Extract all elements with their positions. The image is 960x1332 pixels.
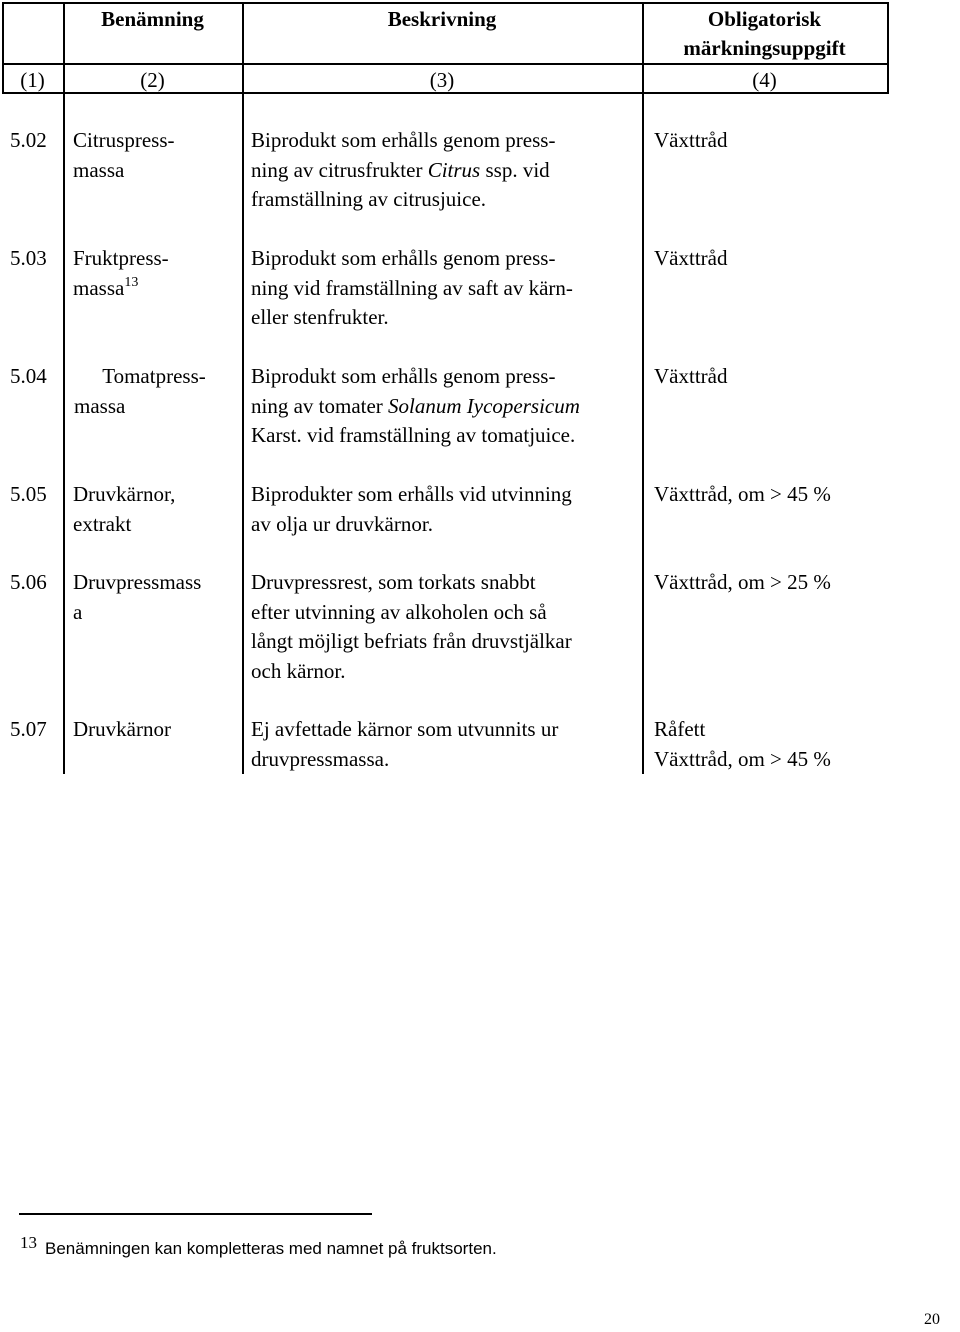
- labelling-requirement: [654, 568, 884, 598]
- description-line: och kärnor.: [251, 658, 346, 683]
- feed-description: [251, 715, 641, 774]
- description-line: ning av tomater Solanum Iycopersicum: [251, 393, 580, 418]
- feed-name-line: massa: [73, 157, 125, 182]
- row-number: 5.04: [10, 364, 47, 388]
- labelling-requirement: [654, 126, 884, 156]
- labelling-requirement: [654, 244, 884, 274]
- feed-name: [73, 715, 235, 745]
- description-line: Biprodukt som erhålls genom press-: [251, 128, 556, 152]
- header-labelling-line1: Obligatorisk: [707, 7, 822, 31]
- column-divider-1: [63, 2, 65, 774]
- feed-description: [251, 126, 641, 215]
- feed-name: [73, 568, 235, 627]
- row-number: 5.03: [10, 246, 47, 270]
- footnote-mark: 13: [20, 1233, 37, 1252]
- row-number: 5.05: [10, 482, 47, 506]
- feed-name-line: massa: [74, 393, 126, 418]
- feed-name-line: Druvkärnor,: [73, 482, 176, 506]
- feed-name: [73, 480, 235, 539]
- description-line: ning av citrusfrukter Citrus ssp. vid: [251, 157, 550, 182]
- feed-description: [251, 568, 641, 686]
- feed-name-line: Citruspress-: [73, 128, 175, 152]
- latin-name: Solanum Iycopersicum: [388, 393, 580, 418]
- description-line: Druvpressrest, som torkats snabbt: [251, 570, 536, 594]
- feed-name-line: extrakt: [73, 511, 132, 536]
- footnote: [20, 1233, 497, 1259]
- labelling-line: Växttråd, om > 45 %: [654, 746, 831, 771]
- description-line: eller stenfrukter.: [251, 305, 389, 329]
- feed-description: [251, 362, 641, 451]
- feed-name-line: Druvkärnor: [73, 717, 171, 741]
- colnum-3: (3): [429, 68, 455, 92]
- table-border-right: [887, 2, 889, 94]
- feed-name-line: Druvpressmass: [73, 570, 202, 594]
- feed-name-line: Tomatpress-: [102, 364, 206, 388]
- labelling-line: Råfett: [654, 717, 706, 741]
- description-line: Biprodukt som erhålls genom press-: [251, 246, 556, 270]
- latin-name: Citrus: [427, 157, 481, 182]
- description-line: efter utvinning av alkoholen och så: [251, 599, 547, 624]
- header-labelling: [642, 5, 887, 63]
- table-border-top: [2, 2, 889, 4]
- labelling-line: Växttråd: [654, 246, 728, 270]
- feed-description: [251, 244, 641, 333]
- feed-name-line: Fruktpress-: [73, 246, 169, 270]
- footnote-text: Benämningen kan kompletteras med namnet på fruktsorten.: [45, 1239, 497, 1258]
- labelling-line: Växttråd, om > 25 %: [654, 570, 831, 594]
- column-divider-2: [242, 2, 244, 774]
- labelling-requirement: [654, 715, 884, 774]
- description-line: framställning av citrusjuice.: [251, 187, 487, 211]
- colnum-2: (2): [140, 68, 165, 92]
- labelling-line: Växttråd: [654, 364, 728, 388]
- description-line: Biprodukt som erhålls genom press-: [251, 364, 556, 388]
- colnum-4: (4): [752, 68, 777, 92]
- description-line: Biprodukter som erhålls vid utvinning: [251, 482, 572, 506]
- header-divider: [2, 63, 889, 65]
- description-line: långt möjligt befriats från druvstjälkar: [251, 629, 572, 653]
- description-line: Ej avfettade kärnor som utvunnits ur: [251, 717, 559, 741]
- feed-name: [73, 244, 235, 303]
- row-number: 5.06: [10, 570, 47, 594]
- description-line: ning vid framställning av saft av kärn-: [251, 275, 573, 300]
- page-number: 20: [924, 1311, 940, 1328]
- column-divider-3: [642, 2, 644, 774]
- footnote-reference: 13: [124, 274, 139, 290]
- feed-description: [251, 480, 641, 539]
- labelling-line: Växttråd: [654, 128, 728, 152]
- feed-name: [66, 362, 242, 421]
- description-line: av olja ur druvkärnor.: [251, 511, 433, 536]
- footnote-separator: [19, 1213, 372, 1215]
- header-description: Beskrivning: [387, 7, 497, 31]
- description-line: Karst. vid framställning av tomatjuice.: [251, 423, 576, 447]
- row-number: 5.02: [10, 128, 47, 152]
- feed-name-line: a: [73, 599, 83, 624]
- header-labelling-line2: märkningsuppgift: [683, 36, 846, 60]
- feed-name: [73, 126, 235, 185]
- header-name: Benämning: [101, 7, 204, 31]
- description-line: druvpressmassa.: [251, 746, 390, 771]
- colnum-1: (1): [20, 68, 45, 92]
- labelling-requirement: [654, 480, 884, 510]
- labelling-line: Växttråd, om > 45 %: [654, 482, 831, 506]
- labelling-requirement: [654, 362, 884, 392]
- row-number: 5.07: [10, 717, 47, 741]
- feed-name-line: massa$^{13}$: [73, 274, 139, 300]
